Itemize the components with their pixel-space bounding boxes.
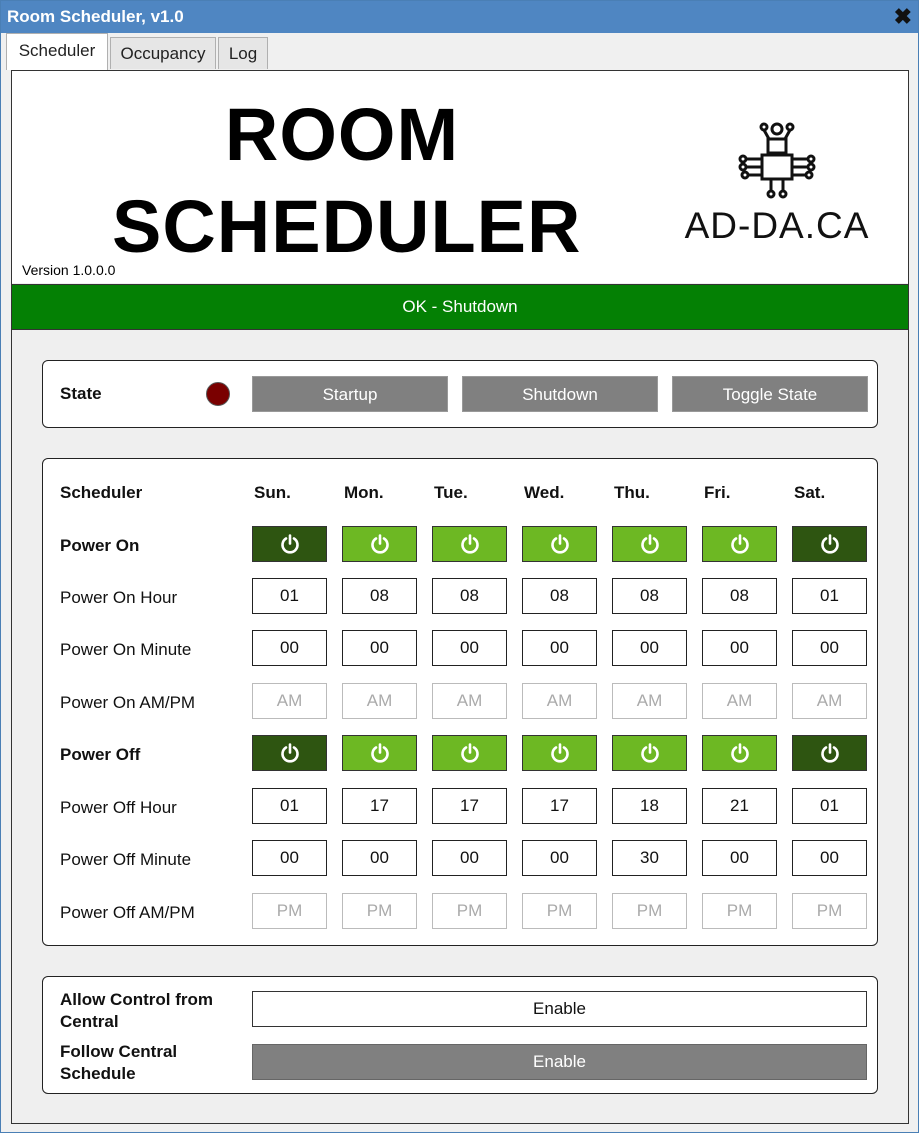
day-header-sat: Sat. — [794, 483, 826, 502]
status-bar: OK - Shutdown — [12, 284, 908, 330]
power-off-ampm-field-tue: PM — [432, 893, 507, 929]
power-icon — [370, 743, 390, 763]
power-off-minute-input-sat[interactable]: 00 — [792, 840, 867, 876]
power-icon — [280, 534, 300, 554]
power-off-minute-input-mon[interactable]: 00 — [342, 840, 417, 876]
power-off-minute-input-sun[interactable]: 00 — [252, 840, 327, 876]
power-off-toggle-fri[interactable] — [702, 735, 777, 771]
follow-schedule-enable-button[interactable]: Enable — [252, 1044, 867, 1080]
power-on-hour-input-sat[interactable]: 01 — [792, 578, 867, 614]
power-on-hour-input-thu[interactable]: 08 — [612, 578, 687, 614]
power-icon — [550, 743, 570, 763]
power-on-hour-input-wed[interactable]: 08 — [522, 578, 597, 614]
state-panel — [42, 360, 878, 428]
power-icon — [550, 534, 570, 554]
power-off-ampm-field-thu: PM — [612, 893, 687, 929]
power-off-ampm-field-sun: PM — [252, 893, 327, 929]
power-on-hour-input-tue[interactable]: 08 — [432, 578, 507, 614]
power-off-toggle-wed[interactable] — [522, 735, 597, 771]
power-icon — [640, 534, 660, 554]
power-off-minute-input-thu[interactable]: 30 — [612, 840, 687, 876]
central-control-panel — [42, 976, 878, 1094]
power-on-ampm-field-thu: AM — [612, 683, 687, 719]
power-on-minute-label: Power On Minute — [60, 640, 192, 659]
state-label: State — [60, 384, 102, 403]
power-icon — [460, 534, 480, 554]
power-on-toggle-fri[interactable] — [702, 526, 777, 562]
version-label: Version 1.0.0.0 — [22, 262, 116, 278]
company-logo — [672, 121, 882, 246]
header-banner — [12, 71, 908, 283]
power-on-toggle-sun[interactable] — [252, 526, 327, 562]
state-indicator-led — [206, 382, 230, 406]
power-off-toggle-mon[interactable] — [342, 735, 417, 771]
power-on-ampm-field-fri: AM — [702, 683, 777, 719]
power-icon — [280, 743, 300, 763]
day-header-wed: Wed. — [524, 483, 565, 502]
power-on-toggle-sat[interactable] — [792, 526, 867, 562]
power-on-hour-input-fri[interactable]: 08 — [702, 578, 777, 614]
toggle-state-button[interactable]: Toggle State — [672, 376, 868, 412]
follow-schedule-label: Follow Central Schedule — [60, 1042, 178, 1083]
robot-circuit-icon — [672, 121, 882, 201]
power-off-hour-input-tue[interactable]: 17 — [432, 788, 507, 824]
power-on-toggle-tue[interactable] — [432, 526, 507, 562]
power-off-hour-input-mon[interactable]: 17 — [342, 788, 417, 824]
power-off-minute-input-tue[interactable]: 00 — [432, 840, 507, 876]
page-title — [112, 89, 582, 273]
power-off-minute-input-fri[interactable]: 00 — [702, 840, 777, 876]
power-icon — [730, 534, 750, 554]
day-header-mon: Mon. — [344, 483, 384, 502]
tab-bar — [1, 33, 918, 70]
power-on-ampm-field-sat: AM — [792, 683, 867, 719]
shutdown-button[interactable]: Shutdown — [462, 376, 658, 412]
power-off-ampm-field-fri: PM — [702, 893, 777, 929]
power-off-minute-input-wed[interactable]: 00 — [522, 840, 597, 876]
power-icon — [640, 743, 660, 763]
power-on-minute-input-wed[interactable]: 00 — [522, 630, 597, 666]
window-title: Room Scheduler, v1.0 — [7, 7, 184, 26]
power-off-label: Power Off — [60, 745, 141, 764]
tab-occupancy[interactable]: Occupancy — [110, 37, 216, 69]
power-on-ampm-field-sun: AM — [252, 683, 327, 719]
power-icon — [730, 743, 750, 763]
power-on-ampm-label: Power On AM/PM — [60, 693, 196, 712]
scheduler-panel — [11, 70, 909, 1124]
startup-button[interactable]: Startup — [252, 376, 448, 412]
power-off-ampm-field-sat: PM — [792, 893, 867, 929]
power-off-hour-input-sat[interactable]: 01 — [792, 788, 867, 824]
day-header-thu: Thu. — [614, 483, 650, 502]
power-off-ampm-field-mon: PM — [342, 893, 417, 929]
power-icon — [460, 743, 480, 763]
power-off-hour-input-thu[interactable]: 18 — [612, 788, 687, 824]
title-line-2: SCHEDULER — [112, 185, 582, 268]
day-header-sun: Sun. — [254, 483, 291, 502]
title-bar — [1, 1, 918, 33]
power-off-minute-label: Power Off Minute — [60, 850, 192, 869]
power-off-ampm-label: Power Off AM/PM — [60, 903, 195, 922]
title-line-1: ROOM — [224, 93, 460, 176]
power-icon — [820, 534, 840, 554]
power-on-minute-input-tue[interactable]: 00 — [432, 630, 507, 666]
power-on-label: Power On — [60, 536, 140, 555]
power-on-ampm-field-mon: AM — [342, 683, 417, 719]
power-off-hour-label: Power Off Hour — [60, 798, 177, 817]
allow-control-enable-button[interactable]: Enable — [252, 991, 867, 1027]
power-off-toggle-sat[interactable] — [792, 735, 867, 771]
tab-log[interactable]: Log — [218, 37, 268, 69]
power-on-minute-input-sun[interactable]: 00 — [252, 630, 327, 666]
power-on-hour-input-mon[interactable]: 08 — [342, 578, 417, 614]
power-icon — [820, 743, 840, 763]
power-on-hour-label: Power On Hour — [60, 588, 178, 607]
logo-text: AD-DA.CA — [684, 205, 870, 246]
scheduler-header: Scheduler — [60, 483, 143, 502]
power-on-minute-input-thu[interactable]: 00 — [612, 630, 687, 666]
power-off-toggle-sun[interactable] — [252, 735, 327, 771]
close-icon[interactable]: ✖ — [893, 4, 912, 29]
power-off-toggle-thu[interactable] — [612, 735, 687, 771]
tab-scheduler[interactable]: Scheduler — [6, 33, 108, 70]
power-off-ampm-field-wed: PM — [522, 893, 597, 929]
schedule-grid-panel — [42, 458, 878, 946]
allow-control-label: Allow Control from Central — [60, 990, 213, 1031]
power-on-ampm-field-wed: AM — [522, 683, 597, 719]
power-off-toggle-tue[interactable] — [432, 735, 507, 771]
day-header-tue: Tue. — [434, 483, 468, 502]
power-on-toggle-mon[interactable] — [342, 526, 417, 562]
power-on-minute-input-fri[interactable]: 00 — [702, 630, 777, 666]
power-on-hour-input-sun[interactable]: 01 — [252, 578, 327, 614]
power-on-minute-input-mon[interactable]: 00 — [342, 630, 417, 666]
power-on-toggle-thu[interactable] — [612, 526, 687, 562]
power-off-hour-input-sun[interactable]: 01 — [252, 788, 327, 824]
power-icon — [370, 534, 390, 554]
power-off-hour-input-wed[interactable]: 17 — [522, 788, 597, 824]
power-on-ampm-field-tue: AM — [432, 683, 507, 719]
power-off-hour-input-fri[interactable]: 21 — [702, 788, 777, 824]
power-on-minute-input-sat[interactable]: 00 — [792, 630, 867, 666]
power-on-toggle-wed[interactable] — [522, 526, 597, 562]
day-header-fri: Fri. — [704, 483, 731, 502]
